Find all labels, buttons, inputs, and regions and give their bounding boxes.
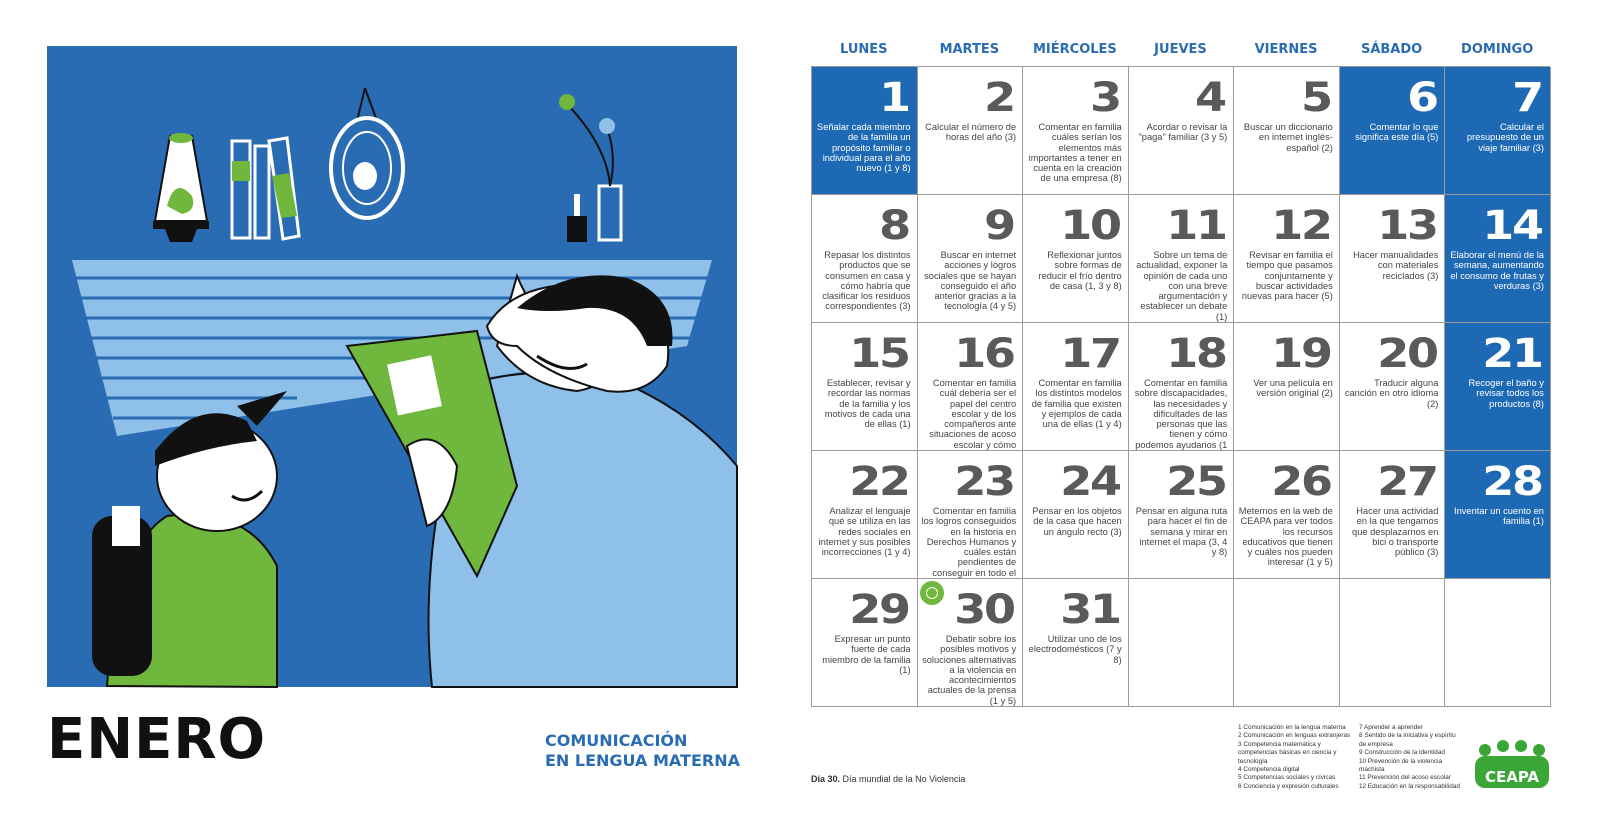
day-activity: Hacer manualidades con materiales reciclados (3) xyxy=(1353,250,1439,281)
day-number-text: 16 xyxy=(954,331,1015,377)
day-cell-17 xyxy=(1023,323,1129,451)
day-cell-26 xyxy=(1234,451,1340,579)
day-cell-3 xyxy=(1023,67,1129,195)
day-activity: Inventar un cuento en familia (1) xyxy=(1454,506,1544,527)
globe-icon xyxy=(920,581,944,605)
day-cell-25 xyxy=(1129,451,1235,579)
day-number xyxy=(1271,459,1331,505)
legend-item: 2 Comunicación en lenguas extranjeras xyxy=(1238,732,1351,740)
day-number xyxy=(1275,75,1331,121)
legend-item: 4 Competencia digital xyxy=(1238,766,1300,774)
day-number xyxy=(1165,331,1226,377)
day-number xyxy=(1271,203,1331,249)
day-number xyxy=(1482,203,1542,249)
day-number-text: 22 xyxy=(849,459,909,505)
day-number-text: 9 xyxy=(984,203,1015,249)
day-number-text: 30 xyxy=(954,587,1015,633)
day-number xyxy=(849,587,909,633)
empty-cell xyxy=(1340,579,1446,707)
day-number-text: 10 xyxy=(1060,203,1120,249)
day-cell-20 xyxy=(1340,323,1446,451)
day-cell-10 xyxy=(1023,195,1129,323)
day-number-text: 8 xyxy=(878,203,909,249)
day-cell-5 xyxy=(1234,67,1340,195)
day-number-text: 29 xyxy=(849,587,909,633)
day-number-text: 3 xyxy=(1089,75,1120,121)
theme-line-2: EN LENGUA MATERNA xyxy=(545,751,740,770)
day-cell-24 xyxy=(1023,451,1129,579)
day-cell-22 xyxy=(812,451,918,579)
day-number-text: 23 xyxy=(954,459,1015,505)
legend-item: 6 Conciencia y expresión culturales xyxy=(1238,782,1339,790)
day-cell-4 xyxy=(1129,67,1235,195)
day-activity: Sobre un tema de actualidad, exponer la opinión de cada uno con una breve argumentación y establecer un debate (1) xyxy=(1136,250,1228,322)
day-number xyxy=(1486,75,1542,121)
day-cell-1 xyxy=(812,67,918,195)
day-number-text: 7 xyxy=(1512,75,1542,121)
day-number xyxy=(958,75,1015,121)
day-activity: Buscar en internet acciones y logros sociales que se hayan conseguido el año anterior gracias a la tecnología (4 y 5) xyxy=(924,250,1017,312)
day-cell-21 xyxy=(1445,323,1551,451)
weekday-5: SÁBADO xyxy=(1360,42,1423,57)
day-number xyxy=(1376,203,1437,249)
empty-cell xyxy=(1129,579,1235,707)
day-cell-7 xyxy=(1445,67,1551,195)
day-cell-29 xyxy=(812,579,918,707)
legend-item: 5 Competencias sociales y cívicas xyxy=(1238,774,1336,782)
illustration xyxy=(47,46,737,687)
day-number xyxy=(853,75,909,121)
day-cell-15 xyxy=(812,323,918,451)
day-activity: Comentar lo que significa este día (5) xyxy=(1355,122,1439,143)
day-number-text: 12 xyxy=(1271,203,1331,249)
day-number-text: 28 xyxy=(1482,459,1542,505)
day-cell-9 xyxy=(918,195,1024,323)
day-cell-16 xyxy=(918,323,1024,451)
day-cell-14 xyxy=(1445,195,1551,323)
day-activity: Traducir alguna canción en otro idioma (2) xyxy=(1344,378,1439,409)
legend-item: 11 Prevención del acoso escolar xyxy=(1359,774,1451,782)
month-title: ENERO xyxy=(47,707,267,772)
legend-item: 10 Prevención de la violencia machista xyxy=(1359,757,1443,774)
day-number-text: 1 xyxy=(878,75,909,121)
day-number xyxy=(1060,459,1120,505)
day-activity: Comentar en familia sobre discapacidades, las necesidades y dificultades de las personas que las tienen y cómo podemos ayudarios (1 xyxy=(1134,378,1228,450)
day-activity: Pensar en los objetos de la casa que hacen un ángulo recto (3) xyxy=(1032,506,1122,537)
day-number xyxy=(1380,75,1437,121)
weekday-1: MARTES xyxy=(939,42,1000,57)
day-cell-2 xyxy=(918,67,1024,195)
day-activity: Analizar el lenguaje qué se utiliza en las redes sociales en internet y sus posibles incorrecciones (1 y 4) xyxy=(818,506,911,558)
weekday-header-row xyxy=(811,38,1550,66)
day-number-text: 26 xyxy=(1271,459,1331,505)
day-cell-6 xyxy=(1340,67,1446,195)
day-number-text: 13 xyxy=(1376,203,1437,249)
day-number xyxy=(1064,75,1120,121)
day-activity: Comentar en familia cuál debería ser el papel del centro escolar y de los compañeros ante situaciones de acoso escolar y cómo xyxy=(929,378,1017,450)
day-number-text: 6 xyxy=(1406,75,1437,121)
day-number xyxy=(1165,459,1226,505)
day-number xyxy=(1376,331,1437,377)
day-number xyxy=(954,587,1015,633)
day-activity: Pensar en alguna ruta para hacer el fin de semana y mirar en internet el mapa (3, 4 y 8) xyxy=(1135,506,1228,558)
day-cell-11 xyxy=(1129,195,1235,323)
day-activity: Comentar en familia los distintos modelos de familia que existen y ejemplos de cada una de ellas (1 y 4) xyxy=(1031,378,1122,430)
calendar-grid xyxy=(811,66,1550,707)
legend-item: 9 Construcción de la identidad xyxy=(1359,749,1445,757)
day-cell-27 xyxy=(1340,451,1446,579)
day-number xyxy=(1165,203,1226,249)
day-number xyxy=(1482,331,1542,377)
calendar xyxy=(811,38,1550,707)
day-number-text: 31 xyxy=(1060,587,1120,633)
weekday-3: JUEVES xyxy=(1154,42,1207,57)
day-number-text: 18 xyxy=(1165,331,1226,377)
day-number-text: 2 xyxy=(984,75,1015,121)
empty-cell xyxy=(1445,579,1551,707)
ceapa-logo-text: CEAPA xyxy=(1484,768,1540,786)
day-cell-13 xyxy=(1340,195,1446,323)
day-number-text: 24 xyxy=(1060,459,1120,505)
legend-item: 3 Competencia matemática y competencias básicas en ciencia y tecnología xyxy=(1238,740,1337,765)
day-number-text: 25 xyxy=(1165,459,1226,505)
day-number-text: 4 xyxy=(1195,75,1226,121)
day-cell-31 xyxy=(1023,579,1129,707)
illustration-art xyxy=(47,46,737,687)
day-activity: Expresar un punto fuerte de cada miembro de la familia (1) xyxy=(822,634,911,675)
day-number xyxy=(1169,75,1226,121)
day-cell-18 xyxy=(1129,323,1235,451)
theme-line-1: COMUNICACIÓN xyxy=(545,731,688,750)
day-activity: Revisar en familia el tiempo que pasamos conjuntamente y buscar actividades nuevas para hacer (5) xyxy=(1241,250,1333,302)
day-cell-8 xyxy=(812,195,918,323)
legend-column-2 xyxy=(1359,724,1463,791)
weekday-6: DOMINGO xyxy=(1461,42,1534,57)
day-cell-23 xyxy=(918,451,1024,579)
day-number xyxy=(1271,331,1331,377)
footnote-day: Día 30. xyxy=(811,774,841,784)
footnote xyxy=(811,774,965,784)
day-number-text: 21 xyxy=(1482,331,1542,377)
weekday-4: VIERNES xyxy=(1254,42,1318,57)
day-activity: Meternos en la web de CEAPA para ver todos los recursos educativos que tienen y cuáles nos pueden interesar (1 y 5) xyxy=(1238,506,1333,568)
day-activity: Repasar los distintos productos que se consumen en casa y cómo habría que clasificar los residuos correspondientes (3) xyxy=(822,250,911,312)
day-activity: Elaborar el menú de la semana, aumentando el consumo de frutas y verduras (3) xyxy=(1450,250,1544,291)
day-activity: Hacer una actividad en la que tengamos que desplazarnos en bici o transporte público (3) xyxy=(1352,506,1439,558)
legend-item: 1 Comunicación en la lengua materna xyxy=(1238,724,1346,731)
day-number xyxy=(954,331,1015,377)
day-number-text: 27 xyxy=(1376,459,1437,505)
theme-title xyxy=(545,731,740,771)
day-number xyxy=(1482,459,1542,505)
day-number-text: 5 xyxy=(1301,75,1331,121)
day-number xyxy=(1060,587,1120,633)
day-number-text: 20 xyxy=(1376,331,1437,377)
weekday-0: LUNES xyxy=(840,42,888,57)
day-activity: Buscar un diccionario en internet inglés-español (2) xyxy=(1243,122,1333,153)
day-number-text: 11 xyxy=(1165,203,1226,249)
day-activity: Recoger el baño y revisar todos los productos (8) xyxy=(1468,378,1544,409)
day-cell-28 xyxy=(1445,451,1551,579)
day-activity: Comentar en familia los logros conseguidos en la historia en Derechos Humanos y cuáles están pendientes de conseguir en todo el xyxy=(921,506,1017,578)
day-activity: Ver una película en versión original (2) xyxy=(1253,378,1333,399)
legend-item: 12 Educación en la responsabilidad xyxy=(1359,782,1460,790)
day-cell-30 xyxy=(918,579,1024,707)
day-activity: Debatir sobre los posibles motivos y soluciones alternativas a la violencia en acontecimientos actuales de la prensa (1 y 5) xyxy=(922,634,1017,706)
day-number xyxy=(1376,459,1437,505)
legend-item: 7 Aprender a aprender xyxy=(1359,724,1423,731)
day-number-text: 15 xyxy=(849,331,909,377)
day-number xyxy=(954,459,1015,505)
day-number xyxy=(1060,331,1120,377)
footnote-text: Día mundial de la No Violencia xyxy=(840,774,966,784)
day-cell-12 xyxy=(1234,195,1340,323)
day-activity: Calcular el presupuesto de un viaje familiar (3) xyxy=(1466,122,1544,153)
day-activity: Utilizar uno de los electrodomésticos (7 y 8) xyxy=(1028,634,1122,665)
day-activity: Reflexionar juntos sobre formas de reducir el frío dentro de casa (1, 3 y 8) xyxy=(1038,250,1122,291)
day-activity: Señalar cada miembro de la familia un propósito familiar o individual para el año nuevo (1 y 8) xyxy=(817,122,911,174)
empty-cell xyxy=(1234,579,1340,707)
day-number-text: 19 xyxy=(1271,331,1331,377)
day-number xyxy=(958,203,1015,249)
day-activity: Establecer, revisar y recordar las normas de la familia y los motivos de cada una de ellas (1) xyxy=(824,378,911,430)
day-activity: Comentar en familia cuáles serían los elementos más importantes a tener en cuenta en la creación de una empresa (8) xyxy=(1028,122,1122,184)
legend-item: 8 Sentido de la iniciativa y espíritu de empresa xyxy=(1359,732,1456,748)
legend-column-1 xyxy=(1238,724,1356,791)
day-number xyxy=(1060,203,1120,249)
day-cell-19 xyxy=(1234,323,1340,451)
day-number-text: 17 xyxy=(1060,331,1120,377)
day-number-text: 14 xyxy=(1482,203,1542,249)
day-number xyxy=(849,459,909,505)
day-activity: Acordar o revisar la "paga" familiar (3 y 5) xyxy=(1138,122,1228,143)
day-number xyxy=(849,331,909,377)
day-number xyxy=(853,203,909,249)
weekday-2: MIÉRCOLES xyxy=(1033,42,1117,57)
day-activity: Calcular el número de horas del año (3) xyxy=(925,122,1017,143)
